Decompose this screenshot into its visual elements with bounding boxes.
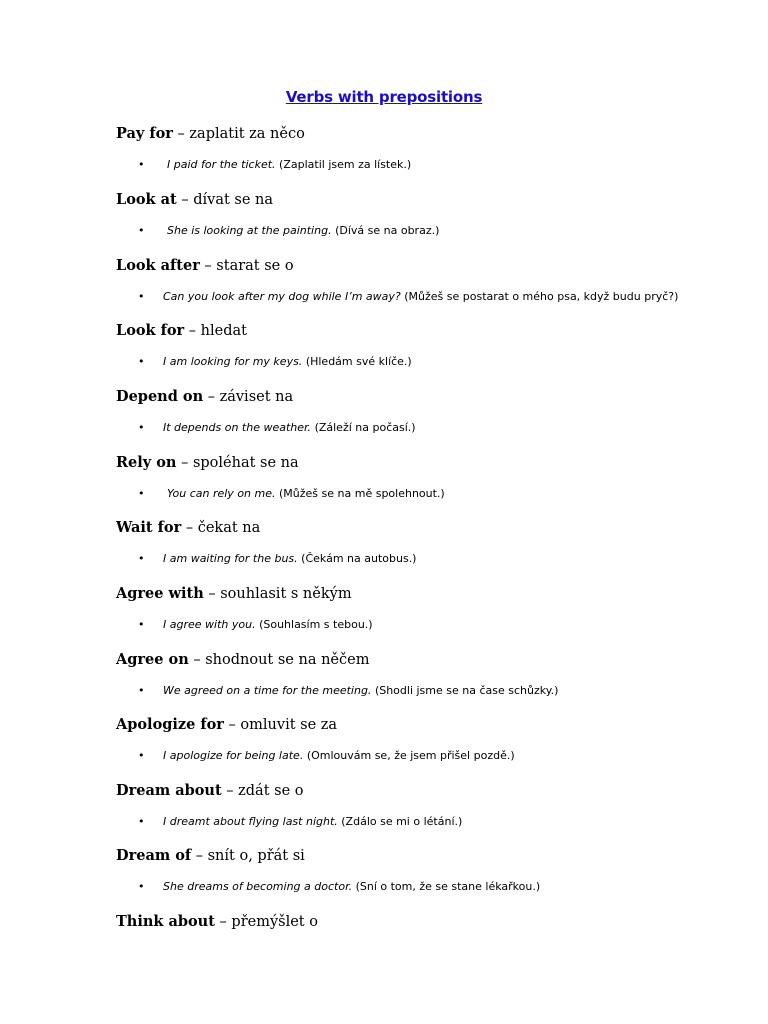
dash: – (176, 455, 193, 471)
dash: – (223, 717, 241, 733)
verb-phrase: Dream about (116, 782, 222, 799)
entry-apologize-for (116, 715, 736, 765)
verb-phrase: Rely on (116, 454, 177, 471)
czech-translation: (Dívá se na obraz.) (335, 224, 440, 237)
example-sentence (163, 878, 540, 896)
dash: – (191, 848, 208, 864)
entry-heading (116, 781, 736, 801)
entry-heading (116, 518, 736, 538)
czech-meaning: záviset na (219, 389, 294, 405)
verb-phrase: Dream of (116, 847, 192, 864)
example-item (116, 288, 736, 306)
czech-meaning: starat se o (216, 258, 294, 274)
verb-phrase: Agree with (116, 585, 204, 602)
dash: – (188, 652, 206, 668)
bullet-icon: • (138, 290, 145, 303)
english-example: I agree with you. (163, 618, 256, 631)
czech-translation: (Záleží na počasí.) (314, 421, 416, 434)
example-sentence (163, 550, 416, 568)
czech-translation: (Souhlasím s tebou.) (259, 618, 373, 631)
czech-meaning: čekat na (197, 520, 261, 536)
example-item (116, 222, 736, 240)
example-sentence (163, 288, 678, 306)
czech-translation: (Zdálo se mi o létání.) (341, 815, 463, 828)
verb-phrase: Look after (116, 257, 200, 274)
bullet-icon: • (138, 749, 145, 762)
example-sentence (167, 485, 445, 503)
example-item (116, 747, 736, 765)
english-example: I apologize for being late. (163, 749, 304, 762)
entry-agree-on (116, 650, 736, 700)
example-sentence (163, 813, 462, 831)
dash: – (172, 126, 190, 142)
entry-heading (116, 912, 736, 932)
bullet-icon: • (138, 552, 145, 565)
dash: – (221, 783, 239, 799)
czech-meaning: zdát se o (238, 783, 304, 799)
dash: – (181, 520, 198, 536)
bullet-icon: • (138, 224, 145, 237)
entry-agree-with (116, 584, 736, 634)
czech-meaning: zaplatit za něco (189, 126, 305, 142)
bullet-icon: • (138, 158, 145, 171)
english-example: Can you look after my dog while I’m away? (163, 290, 401, 303)
verb-phrase: Look for (116, 322, 185, 339)
czech-meaning: dívat se na (193, 192, 274, 208)
bullet-icon: • (138, 684, 145, 697)
verb-phrase: Pay for (116, 125, 173, 142)
czech-translation: (Můžeš se postarat o mého psa, když budu pryč?) (404, 290, 679, 303)
english-example: I am waiting for the bus. (163, 552, 298, 565)
example-item (116, 156, 736, 174)
english-example: We agreed on a time for the meeting. (163, 684, 372, 697)
verb-phrase: Apologize for (116, 716, 224, 733)
verb-phrase: Agree on (116, 651, 189, 668)
entry-heading (116, 846, 736, 866)
dash: – (203, 586, 221, 602)
entry-heading (116, 584, 736, 604)
example-item (116, 419, 736, 437)
bullet-icon: • (138, 355, 145, 368)
czech-translation: (Shodli jsme se na čase schůzky.) (374, 684, 559, 697)
bullet-icon: • (138, 487, 145, 500)
dash: – (199, 258, 217, 274)
example-item (116, 353, 736, 371)
entry-think-about (116, 912, 736, 932)
entry-heading (116, 190, 736, 210)
entry-depend-on (116, 387, 736, 437)
english-example: You can rely on me. (167, 487, 276, 500)
bullet-icon: • (138, 880, 145, 893)
czech-meaning: shodnout se na něčem (205, 652, 370, 668)
entry-rely-on (116, 453, 736, 503)
entry-pay-for (116, 124, 736, 174)
example-item (116, 878, 736, 896)
dash: – (176, 192, 194, 208)
czech-meaning: omluvit se za (240, 717, 338, 733)
example-item (116, 550, 736, 568)
czech-meaning: snít o, přát si (207, 848, 305, 864)
czech-translation: (Čekám na autobus.) (301, 552, 417, 565)
entry-dream-of (116, 846, 736, 896)
bullet-icon: • (138, 618, 145, 631)
entry-heading (116, 650, 736, 670)
czech-translation: (Zaplatil jsem za lístek.) (279, 158, 412, 171)
verb-phrase: Look at (116, 191, 177, 208)
entry-heading (116, 124, 736, 144)
example-sentence (163, 747, 515, 765)
dash: – (214, 914, 232, 930)
entry-heading (116, 453, 736, 473)
example-sentence (163, 616, 373, 634)
example-sentence (167, 156, 411, 174)
entry-dream-about (116, 781, 736, 831)
example-sentence (167, 222, 439, 240)
entry-heading (116, 256, 736, 276)
example-item (116, 682, 736, 700)
bullet-icon: • (138, 421, 145, 434)
dash: – (203, 389, 220, 405)
czech-meaning: spoléhat se na (192, 455, 299, 471)
dash: – (184, 323, 201, 339)
example-sentence (163, 682, 558, 700)
czech-translation: (Omlouvám se, že jsem přišel pozdě.) (306, 749, 515, 762)
entry-heading (116, 321, 736, 341)
english-example: I dreamt about flying last night. (163, 815, 338, 828)
english-example: She dreams of becoming a doctor. (163, 880, 353, 893)
verb-phrase: Depend on (116, 388, 204, 405)
czech-meaning: přemýšlet o (231, 914, 318, 930)
english-example: It depends on the weather. (163, 421, 312, 434)
english-example: She is looking at the painting. (167, 224, 332, 237)
czech-translation: (Sní o tom, že se stane lékařkou.) (355, 880, 541, 893)
entry-look-at (116, 190, 736, 240)
verb-phrase: Wait for (116, 519, 182, 536)
example-item (116, 616, 736, 634)
example-sentence (163, 419, 416, 437)
example-item (116, 813, 736, 831)
english-example: I am looking for my keys. (163, 355, 303, 368)
czech-translation: (Můžeš se na mě spolehnout.) (279, 487, 445, 500)
entry-wait-for (116, 518, 736, 568)
example-item (116, 485, 736, 503)
czech-meaning: hledat (200, 323, 247, 339)
page-title: Verbs with prepositions (285, 88, 483, 106)
english-example: I paid for the ticket. (167, 158, 276, 171)
example-sentence (163, 353, 412, 371)
entry-heading (116, 715, 736, 735)
verb-phrase: Think about (116, 913, 215, 930)
czech-meaning: souhlasit s někým (220, 586, 352, 602)
entry-heading (116, 387, 736, 407)
czech-translation: (Hledám své klíče.) (305, 355, 412, 368)
entry-look-after (116, 256, 736, 306)
entry-look-for (116, 321, 736, 371)
bullet-icon: • (138, 815, 145, 828)
